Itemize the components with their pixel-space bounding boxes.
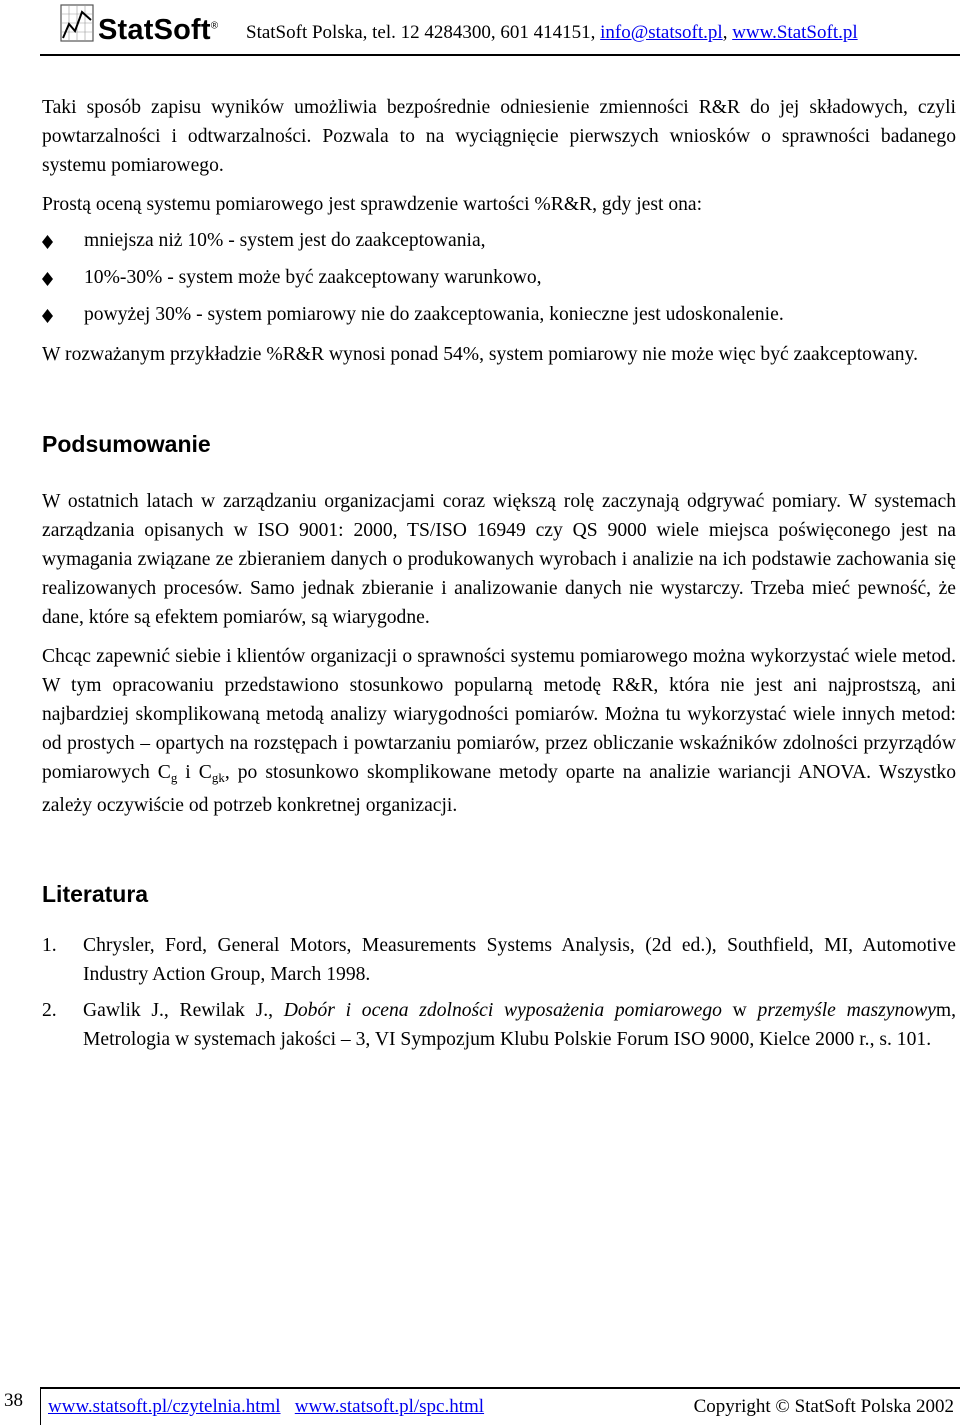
page-content bbox=[42, 94, 956, 1061]
list-item: powyżej 30% - system pomiarowy nie do zaakceptowania, konieczne jest udoskonalenie. bbox=[42, 301, 956, 330]
footer-page-separator bbox=[40, 1387, 41, 1425]
criteria-list bbox=[42, 227, 956, 329]
header-divider bbox=[40, 54, 960, 56]
footer-divider bbox=[40, 1387, 960, 1389]
page-header bbox=[0, 0, 960, 60]
copyright-notice: Copyright © StatSoft Polska 2002 bbox=[693, 1396, 954, 1417]
diamond-bullet-icon bbox=[42, 235, 53, 249]
paragraph-summary-2: Chcąc zapewnić siebie i klientów organizacji o sprawności systemu pomiarowego można wykorzystać wiele metod. W tym opracowaniu przedstawiono stosunkowo popularną metodę R&R, która nie jest ani najprostszą, ani najbardziej skomplikowaną metodą analizy wiarygodności pomiarów. Można tu wykorzystać wiele innych metod: od prostych – opartych na rozstępach i powtarzaniu pomiarów, przez obliczanie wskaźników zdolności przyrządów pomiarowych $C_g$ i $C_{gk}$, po stosunkowo skomplikowane metody oparte na analizie wariancji ANOVA. Wszystko zależy oczywiście od potrzeb konkretnej organizacji. bbox=[42, 646, 956, 817]
diamond-bullet-icon bbox=[42, 272, 53, 286]
list-item: 10%-30% - system może być zaakceptowany warunkowo, bbox=[42, 264, 956, 293]
reference-item: 2. Gawlik J., Rewilak J., Dobór i ocena zdolności wyposażenia pomiarowego w przemyśle maszynowym, Metrologia w systemach jakości – 3, VI Sympozjum Klubu Polskie Forum ISO 9000, Kielce 2000 r., s. 101. bbox=[42, 999, 956, 1050]
paragraph-rr-evaluation: Prostą oceną systemu pomiarowego jest sprawdzenie wartości %R&R, gdy jest ona: bbox=[42, 194, 703, 216]
reference-item: 1. Chrysler, Ford, General Motors, Measurements Systems Analysis, (2d ed.), Southfield, MI, Automotive Industry Action Group, March 1998. bbox=[42, 935, 956, 985]
czytelnia-link[interactable]: www.statsoft.pl/czytelnia.html bbox=[48, 1396, 281, 1417]
header-contact: StatSoft Polska, tel. 12 4284300, 601 414151, info@statsoft.pl, www.StatSoft.pl bbox=[246, 22, 858, 43]
email-link[interactable]: info@statsoft.pl bbox=[600, 22, 723, 43]
paragraph-example-result: W rozważanym przykładzie %R&R wynosi ponad 54%, system pomiarowy nie może więc być zaakceptowany. bbox=[42, 343, 919, 365]
statsoft-logo-icon bbox=[60, 4, 94, 42]
page-number: 38 bbox=[4, 1390, 23, 1411]
website-link[interactable]: www.StatSoft.pl bbox=[732, 22, 858, 43]
list-item: mniejsza niż 10% - system jest do zaakceptowania, bbox=[42, 227, 956, 256]
footer-links bbox=[48, 1396, 484, 1418]
references-list bbox=[42, 932, 956, 1054]
spc-link[interactable]: www.statsoft.pl/spc.html bbox=[294, 1396, 485, 1417]
logo-wordmark: StatSoft® bbox=[98, 14, 219, 46]
paragraph-summary-1: W ostatnich latach w zarządzaniu organizacjami coraz większą rolę zaczynają odgrywać pomiary. W systemach zarządzania opisanych w ISO 9001: 2000, TS/ISO 16949 czy QS 9000 wiele miejsca poświęconego jest na wymagania związane ze zbieraniem danych o produkowanych wyrobach i analizie na ich podstawie zachowania się realizowanych procesów. Samo jednak zbieranie i analizowanie danych nie wystarczy. Trzeba mieć pewność, że dane, które są efektem pomiarów, są wiarygodne. bbox=[42, 491, 956, 628]
diamond-bullet-icon bbox=[42, 309, 53, 323]
summary-heading: Podsumowanie bbox=[42, 431, 211, 458]
paragraph-rr-intro: Taki sposób zapisu wyników umożliwia bezpośrednie odniesienie zmienności R&R do jej składowych, czyli powtarzalności i odtwarzalności. Pozwala to na wyciągnięcie pierwszych wniosków o sprawności badanego systemu pomiarowego. bbox=[42, 97, 956, 176]
literature-heading: Literatura bbox=[42, 881, 149, 908]
